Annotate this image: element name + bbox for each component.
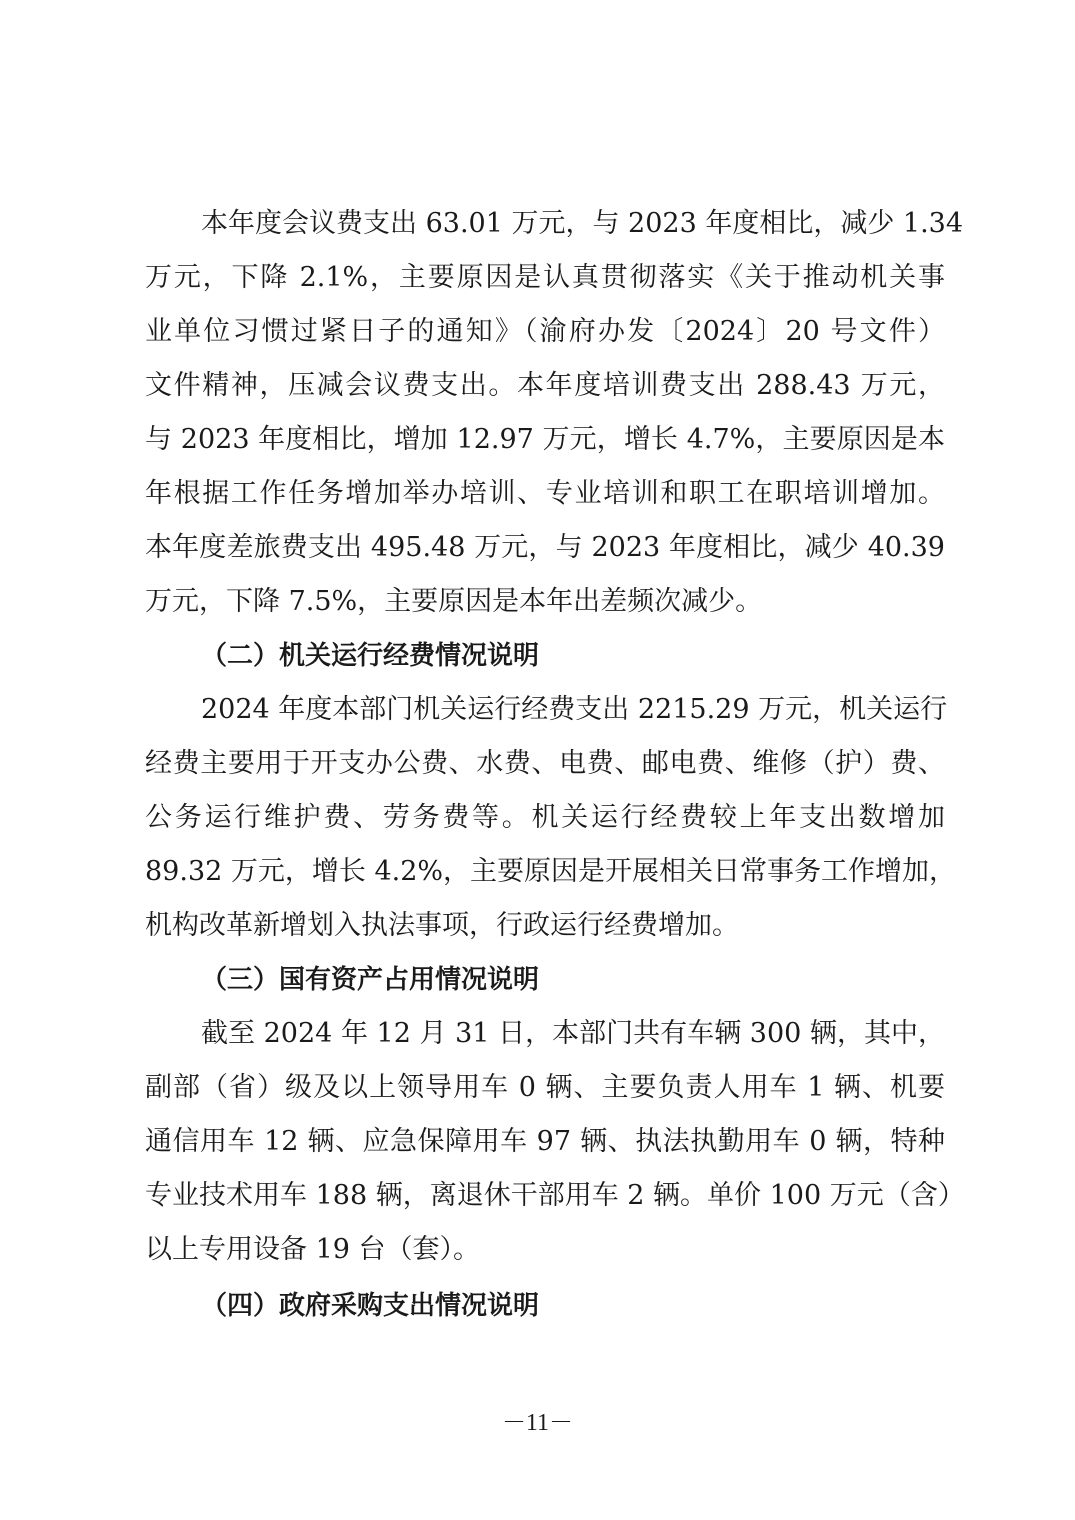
paragraph-meeting-line-2: 万元，下降 2.1%，主要原因是认真贯彻落实《关于推动机关事 bbox=[145, 262, 945, 293]
paragraph-meeting-line-5: 与 2023 年度相比，增加 12.97 万元，增长 4.7%，主要原因是本 bbox=[145, 424, 945, 455]
paragraph-assets-line-3: 通信用车 12 辆、应急保障用车 97 辆、执法执勤用车 0 辆，特种 bbox=[145, 1126, 945, 1157]
section-heading-operating-costs: （二）机关运行经费情况说明 bbox=[201, 641, 540, 671]
paragraph-assets-line-5: 以上专用设备 19 台（套）。 bbox=[145, 1234, 481, 1265]
paragraph-operating-line-5: 机构改革新增划入执法事项，行政运行经费增加。 bbox=[145, 910, 739, 941]
paragraph-meeting-line-6: 年根据工作任务增加举办培训、专业培训和职工在职培训增加。 bbox=[145, 478, 945, 509]
paragraph-operating-line-2: 经费主要用于开支办公费、水费、电费、邮电费、维修（护）费、 bbox=[145, 748, 945, 779]
section-heading-state-assets: （三）国有资产占用情况说明 bbox=[201, 965, 540, 995]
paragraph-assets-line-2: 副部（省）级及以上领导用车 0 辆、主要负责人用车 1 辆、机要 bbox=[145, 1072, 945, 1103]
paragraph-operating-line-4: 89.32 万元，增长 4.2%，主要原因是开展相关日常事务工作增加， bbox=[145, 856, 957, 887]
paragraph-meeting-line-4: 文件精神，压减会议费支出。本年度培训费支出 288.43 万元， bbox=[145, 370, 945, 401]
page-number: －11－ bbox=[501, 1410, 574, 1436]
paragraph-assets-line-4: 专业技术用车 188 辆，离退休干部用车 2 辆。单价 100 万元（含） bbox=[145, 1180, 965, 1211]
paragraph-operating-line-3: 公务运行维护费、劳务费等。机关运行经费较上年支出数增加 bbox=[145, 802, 945, 833]
paragraph-assets-line-1: 截至 2024 年 12 月 31 日，本部门共有车辆 300 辆，其中， bbox=[201, 1018, 945, 1049]
paragraph-operating-line-1: 2024 年度本部门机关运行经费支出 2215.29 万元，机关运行 bbox=[201, 694, 948, 725]
paragraph-meeting-line-1: 本年度会议费支出 63.01 万元，与 2023 年度相比，减少 1.34 bbox=[201, 208, 964, 239]
paragraph-meeting-line-7: 本年度差旅费支出 495.48 万元，与 2023 年度相比，减少 40.39 bbox=[145, 532, 945, 563]
paragraph-meeting-line-3: 业单位习惯过紧日子的通知》（渝府办发〔2024〕20 号文件） bbox=[145, 316, 945, 347]
section-heading-procurement: （四）政府采购支出情况说明 bbox=[201, 1291, 540, 1321]
paragraph-meeting-line-8: 万元，下降 7.5%，主要原因是本年出差频次减少。 bbox=[145, 586, 763, 617]
